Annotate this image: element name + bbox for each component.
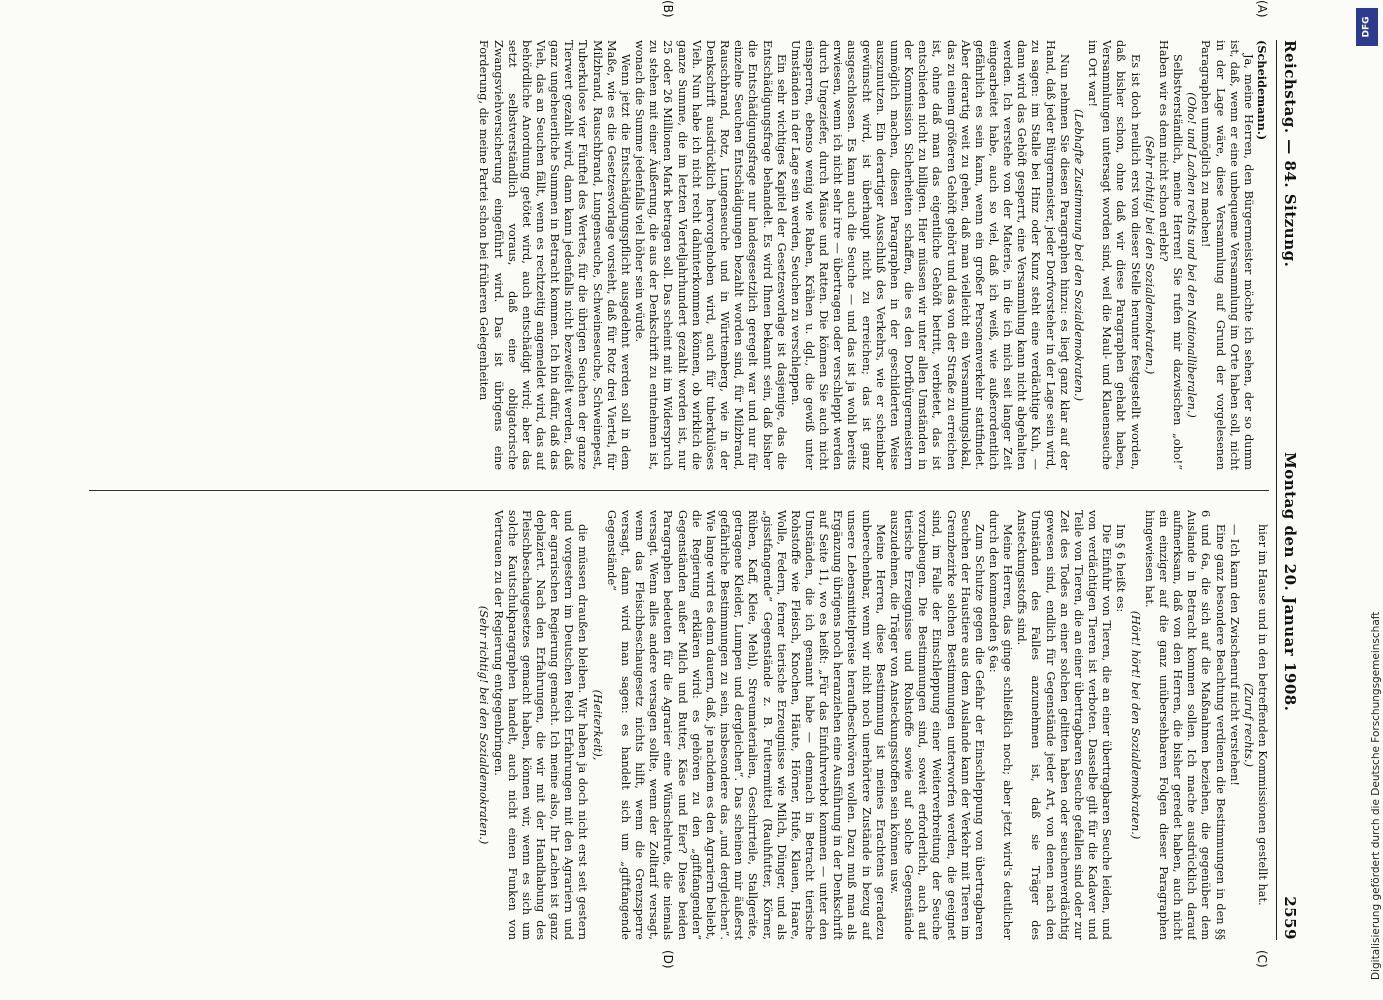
paragraph: Ja, meine Herren, den Bürgermeister möchte ich sehen, der so dumm ist, daß, wenn er eine unbequeme Versammlung im Orte haben soll, nicht in der Lage wäre, diese Versammlung auf Grund der vorgelesenen Paragraphen unmöglich zu machen!	[1199, 40, 1255, 470]
interjection: (Sehr richtig! bei den Sozialdemokraten.)	[477, 605, 491, 845]
dfg-logo: DFG	[1356, 8, 1378, 46]
text-column-left	[89, 40, 1269, 470]
interjection: (Sehr richtig! bei den Sozialdemokraten.)	[1142, 135, 1156, 375]
column-separator	[89, 490, 1269, 491]
paragraph: — Ich kann den Zwischenruf nicht verstehen!	[1227, 524, 1241, 786]
paragraph: Eine ganz besondere Beachtung verdienen die Bestimmungen in den §§ 6 und 6a, die sich auf die Maßnahmen beziehen, die gegenüber dem Auslande in Betracht kommen sollen. Ich mache ausdrücklich darauf aufmerksam, daß von den Herren, die bisher geredet haben, auch nicht ein einziger auf die ganz unübersehbaren Folgen dieser Paragraphen hingewiesen hat.	[1142, 510, 1227, 940]
paragraph: Meine Herren, das ginge schließlich noch; aber jetzt wird's deutlicher durch den kommenden § 6a:	[987, 510, 1015, 940]
paragraph: Meine Herren, diese Bestimmung ist meines Erachtens geradezu unberechenbar, wenn wir nicht noch unerhörtere Zustände in bezug auf unsere Lebensmittelpreise heraufbeschwören wollen. Dazu muß man als Ergänzung übrigens noch heranziehen eine Ausführung in der Denkschrift auf Seite 11, wo es heißt: „Für das Einfuhrverbot kommen — unter den Umständen, die ich genannt habe — demnach in Betracht tierische Rohstoffe wie Fleisch, Knochen, Häute, Hörner, Hufe, Klauen, Haare, Wolle, Federn, ferner tierische Erzeugnisse wie Milch, Dünger, und als „gisstfangende“ Gegenstände z. B. Futtermittel (Rauhfutter, Körner, Rüben, Kaff, Kleie, Mehl), Streumaterialien, Geschirrteile, Stallgeräte, getragene Kleider, Lumpen und dergleichen“. Das scheinen mir äußerst gefährliche Bestimmungen zu sein, insbesondere das „und dergleichen“. Wie lange wird es denn dauern, daß, je nachdem es den Agrariern beliebt, die Regierung erklären wird: es gehören zu den „giftfangenden“ Gegenständen außer Milch und Butter, Käse und Eier? Diese beiden Paragraphen bedeuten für die Agrarier eine Wünschelrute, die niemals versagt. Wenn alles andere versagen sollte, wenn der Zolltarif versagt, wenn das Fleischbeschaugesetz nichts hilft, wenn die Grenzsperre versagt, dann wird man sagen: es handelt sich um „giftfangende Gegenstände“	[604, 510, 887, 940]
paragraph: Ein sehr wichtiges Kapitel der Gesetzesvorlage ist dasjenige, das die Entschädigungsfrage behandelt. Es wird Ihnen bekannt sein, daß bisher die Entschädigungsfrage nur landesgesetzlich geregelt war und nur für einzelne Seuchen Entschädigungen bezahlt worden sind, für Milzbrand, Rauschbrand, Rotz, Lungenseuche und in Württemberg, wie in der Denkschrift ausdrücklich hervorgehoben wird, auch für tuberkulöses Vieh. Nun habe ich nicht recht dahinterkommen können, ob wirklich die ganze Summe, die im letzten Vierteljahrhundert gezahlt worden ist, nur 25 oder 26 Millionen Mark betragen soll. Das scheint mit im Widerspruch zu stehen mit einer Äußerung, die aus der Denkschrift zu entnehmen ist, wonach die Summe jedenfalls viel höher sein würde.	[633, 40, 788, 470]
credit-text: Digitalisierung gefördert durch die Deutsche Forschungsgemeinschaft	[1370, 611, 1382, 980]
margin-mark-b: (B)	[661, 0, 675, 18]
paragraph: die müssen draußen bleiben. Wir haben ja doch nicht erst seit gestern und vorgestern im Deutschen Reich Erfahrungen mit den Agrariern und der agrarischen Regierung gemacht. Ich meine also, Ihr Lachen ist ganz deplaziert. Nach den Erfahrungen, die wir mit der Handhabung des Fleischbeschaugesetzes gemacht haben, können wir, wenn es sich um solche Kautschukparagraphen handelt, auch nicht einen Funken von Vertrauen zu der Regierung entgegenbringen.	[491, 510, 590, 940]
paragraph: Es ist doch neulich erst von dieser Stelle herunter festgestellt worden, daß bisher schon, ohne daß wir diese Paragraphen gehabt haben, Versammlungen untersagt worden sind, weil die Maul- und Klauenseuche im Ort war!	[1086, 40, 1142, 470]
paragraph: Wenn jetzt die Entschädigungspflicht ausgedehnt werden soll in dem Maße, wie es die Gesetzesvorlage vorsieht, daß für Rotz drei Viertel, für Milzbrand, Rauschbrand, Lungenseuche, Schweineseuche, Schweinepest, Tuberkulose vier Fünftel des Wertes, für die übrigen Seuchen der ganze Tierwert gezahlt wird, dann kann jedenfalls nicht bezweifelt werden, daß ganz ungeheuerliche Summen in Betracht kommen. Ich bin dafür, daß das Vieh, das an Seuchen fällt, wenn es rechtzeitig angemeldet wird, das auf behördliche Anordnung getötet wird, auch entschädigt wird; aber das setzt selbstverständlich voraus, daß eine obligatorische Zwangsviehversicherung eingeführt wird. Das ist übrigens eine Forderung, die meine Partei schon bei früheren Gelegenheiten	[477, 40, 632, 470]
interjection: (Heiterkeit),	[590, 689, 604, 761]
paragraph: Im § 6 heißt es:	[1114, 524, 1128, 613]
interjection: (Lebhafte Zustimmung bei den Sozialdemokraten.)	[1071, 109, 1085, 401]
margin-mark-c: (C)	[1255, 950, 1269, 968]
digitization-credit	[1350, 20, 1382, 980]
text-column-right	[89, 510, 1269, 940]
page-header	[1281, 40, 1315, 940]
rotated-page-content	[75, 0, 1315, 969]
paragraph: hier im Hause und in den betreffenden Kommissionen gestellt hat.	[1256, 524, 1269, 906]
header-page-number: 2559	[1281, 896, 1299, 940]
paragraph: Nun nehmen Sie diesen Paragraphen hinzu: es liegt ganz klar auf der Hand, daß jeder Bürgermeister, jeder Dorfvorsteher in der Lage sein wird, zu sagen: im Stalle bei Hinz oder Kunz steht eine verdächtige Kuh, — dann wird das Gehöft gesperrt, eine Versammlung kann nicht abgehalten werden. Ich verstehe von der Materie, in die ich mich seit langer Zeit eingearbeitet habe, auch so viel, daß ich weiß, wie außerordentlich gefährlich es sein kann, wenn ein großer Personenverkehr stattfindet. Aber derartig weit zu gehen, daß man vielleicht ein Versammlungslokal, das zu einem größeren Gehöft gehört und das von der Straße zu erreichen ist, ohne daß man das eigentliche Gehöft betritt, verbietet, das ist entschieden nicht zu billigen. Hier müssen wir unter allen Umständen in der Kommission Sicherheiten schaffen, die es den Dorfbürgermeistern unmöglich machen, diesen Paragraphen in der geschilderten Weise auszunutzen. Ein derartiger Ausschluß des Verkehrs, wie er scheinbar gewünscht wird, ist überhaupt nicht zu erreichen; das ist ganz ausgeschlossen. Es kann auch die Seuche — und das ist ja wohl bereits erwiesen, wenn ich nicht sehr irre — übertragen oder verschleppt werden durch Ungeziefer, durch Mäuse und Ratten. Die können Sie auch nicht einsperren, ebenso wenig wie Raben, Krähen u. dgl., die gewiß unter Umständen in der Lage sein werden, Seuchen zu verschleppen.	[788, 40, 1071, 470]
margin-mark-d: (D)	[661, 950, 675, 969]
interjection: (Zuruf rechts.)	[1241, 682, 1255, 767]
speaker-name: (Scheidemann.)	[1255, 40, 1269, 141]
interjection: (Oho! und Lachen rechts und bei den Nationalliberalen.)	[1185, 92, 1199, 418]
paragraph: Selbstverständlich, meine Herren! Sie rufen mir dazwischen „oho!“ Haben wir es denn nicht schon erlebt?	[1156, 40, 1185, 470]
paragraph: Zum Schutze gegen die Gefahr der Einschleppung von übertragbaren Seuchen der Haustiere aus dem Auslande kann der Verkehr mit Tieren im Grenzbezirke solchen Bestimmungen unterworfen werden, die geeignet sind, im Falle der Einschleppung einer Weiterverbreitung der Seuche vorzubeugen. Die Bestimmungen sind, soweit erforderlich, auch auf tierische Erzeugnisse und Rohstoffe sowie auf solche Gegenstände auszudehnen, die Träger von Ansteckungsstoffen sein können usw.	[887, 510, 986, 940]
interjection: (Hört! hört! bei den Sozialdemokraten.)	[1128, 610, 1142, 840]
margin-mark-a: (A)	[1255, 0, 1269, 18]
header-session: Reichstag. — 84. Sitzung.	[1281, 40, 1299, 268]
paragraph: Die Einfuhr von Tieren, die an einer übertragbaren Seuche leiden, und von verdächtigen Tieren ist verboten. Dasselbe gilt für die Kadaver und Teile von Tieren, die an einer übertragbaren Seuche gefallen sind oder zur Zeit des Todes an einer solchen gelitten haben oder seuchenverdächtig gewesen sind, endlich für Gegenstände jeder Art, von denen nach den Umständen des Falles anzunehmen ist, daß sie Träger des Ansteckungsstoffs sind.	[1015, 510, 1114, 940]
header-rule	[1276, 40, 1277, 940]
header-date: Montag den 20. Januar 1908.	[1281, 452, 1299, 712]
